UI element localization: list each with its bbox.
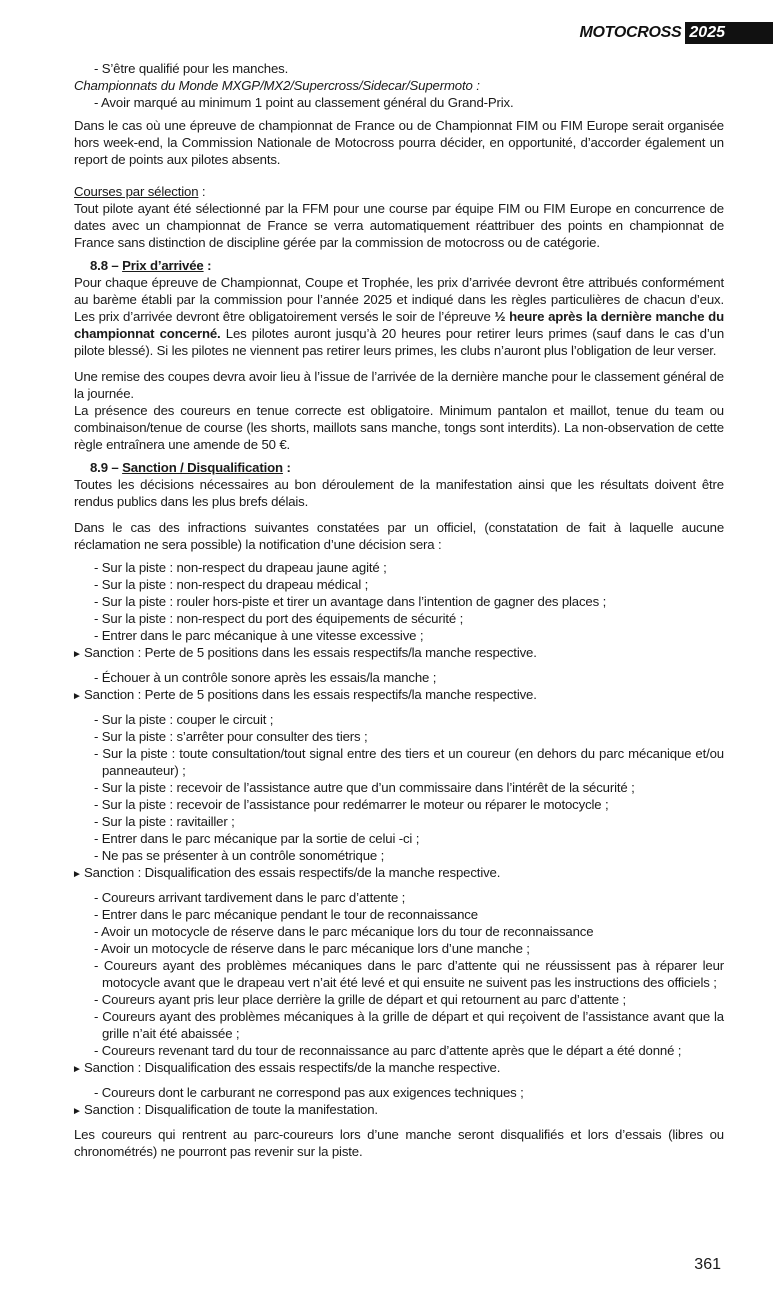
infraction-item: - Échouer à un contrôle sonore après les essais/la manche ; <box>94 670 437 685</box>
sanction-2: ► Sanction : Perte de 5 positions dans les essais respectifs/la manche respective. <box>72 686 724 705</box>
infraction-item: - Sur la piste : ravitailler ; <box>94 814 235 829</box>
header-year-badge: 2025 <box>685 22 773 44</box>
section-8-8-paragraph-3: La présence des coureurs en tenue correcte est obligatoire. Minimum pantalon et maillot, tenue du team ou combinaison/tenue de course (les shorts, maillots sans manche, tongs sont interdits). La non-observation de cette règle entraînera une amende de 50 €. <box>74 403 724 452</box>
infraction-group-1 <box>74 559 724 644</box>
infraction-item: - Sur la piste : non-respect du drapeau médical ; <box>94 577 369 592</box>
infraction-group-4 <box>74 889 724 1059</box>
arrow-icon: ► <box>72 649 82 660</box>
infraction-item: - Sur la piste : non-respect du drapeau jaune agité ; <box>94 560 387 575</box>
selection-heading: Courses par sélection : <box>74 184 206 199</box>
section-8-9-title: 8.9 – Sanction / Disqualification : <box>90 460 291 475</box>
infraction-item: - Sur la piste : rouler hors-piste et tirer un avantage dans l’intention de gagner des places ; <box>94 594 607 609</box>
infraction-item: - Avoir un motocycle de réserve dans le parc mécanique lors du tour de reconnaissance <box>94 924 594 939</box>
document-body <box>74 60 724 1160</box>
infraction-item: - Coureurs arrivant tardivement dans le parc d’attente ; <box>94 890 406 905</box>
arrow-icon: ► <box>72 1106 82 1117</box>
infraction-item: - Coureurs ayant pris leur place derrière la grille de départ et qui retournent au parc d’attente ; <box>94 992 627 1007</box>
closing-paragraph: Les coureurs qui rentrent au parc-coureurs lors d’une manche seront disqualifiés et lors d’essais (libres ou chronométrés) ne pourront pas revenir sur la piste. <box>74 1127 724 1159</box>
infraction-item: - Sur la piste : recevoir de l’assistance pour redémarrer le moteur ou réparer le motocycle ; <box>94 797 609 812</box>
section-8-8-title: 8.8 – Prix d’arrivée : <box>90 258 212 273</box>
infraction-item: - Entrer dans le parc mécanique à une vitesse excessive ; <box>94 628 424 643</box>
arrow-icon: ► <box>72 869 82 880</box>
infraction-item: - Coureurs revenant tard du tour de reconnaissance au parc d’attente après que le départ a été donné ; <box>94 1043 682 1058</box>
page-number: 361 <box>694 1256 721 1273</box>
section-8-8-paragraph-1: Pour chaque épreuve de Championnat, Coupe et Trophée, les prix d’arrivée devront être attribués conformément au barème établi par la commission pour l’année 2025 et indiqué dans les règles particulières de chacun d’eux. Les prix d’arrivée devront être obligatoirement versés le soir de l’épreuve ½ heure après la dernière manche du championnat concerné. Les pilotes auront jusqu’à 20 heures pour retirer leurs primes (sauf dans le cas d’un pilote blessé). Si les pilotes ne viennent pas retirer leurs primes, les clubs n’auront plus l’obligation de leur verser. <box>74 275 725 358</box>
infraction-item: - Coureurs ayant des problèmes mécaniques dans le parc d’attente qui ne réussissent pas à réparer leur motocycle avant que le drapeau vert n’ait été levé et qui ensuite ne suivent pas les instructions des officiels ; <box>94 958 724 990</box>
infraction-group-3 <box>74 711 724 864</box>
infraction-item: - Coureurs ayant des problèmes mécaniques à la grille de départ et qui reçoivent de l’assistance avant que la grille n’ait été abaissée ; <box>94 1009 724 1041</box>
intro-paragraph: Dans le cas où une épreuve de championnat de France ou de Championnat FIM ou FIM Europe serait organisée hors week-end, la Commission Nationale de Motocross pourra décider, en opportunité, d’accorder également un report de points aux pilotes absents. <box>74 118 724 167</box>
section-8-9-paragraph-1: Toutes les décisions nécessaires au bon déroulement de la manifestation ainsi que les résultats doivent être rendus publics dans les plus brefs délais. <box>74 477 724 509</box>
infraction-item: - Sur la piste : couper le circuit ; <box>94 712 274 727</box>
intro-line-2: Championnats du Monde MXGP/MX2/Supercross/Sidecar/Supermoto : <box>74 78 480 93</box>
emphasis-deadline: ½ heure après la dernière manche du championnat concerné. <box>74 309 724 341</box>
infraction-item: - Entrer dans le parc mécanique par la sortie de celui -ci ; <box>94 831 420 846</box>
sanction-3: ► Sanction : Disqualification des essais respectifs/de la manche respective. <box>72 864 724 883</box>
infraction-item: - Sur la piste : recevoir de l’assistance autre que d’un commissaire dans l’intérêt de la sécurité ; <box>94 780 635 795</box>
selection-heading-text: Courses par sélection <box>74 184 199 199</box>
infraction-item: - Entrer dans le parc mécanique pendant le tour de reconnaissance <box>94 907 478 922</box>
intro-line-1: - S’être qualifié pour les manches. <box>94 61 289 76</box>
infraction-item: - Sur la piste : toute consultation/tout signal entre des tiers et un coureur (en dehors du parc mécanique et/ou panneauteur) ; <box>94 746 724 778</box>
header-brand: MOTOCROSS <box>579 24 682 41</box>
sanction-5: ► Sanction : Disqualification de toute la manifestation. <box>72 1101 724 1120</box>
sanction-1: ► Sanction : Perte de 5 positions dans les essais respectifs/la manche respective. <box>72 644 724 663</box>
sanction-4: ► Sanction : Disqualification des essais respectifs/de la manche respective. <box>72 1059 724 1078</box>
arrow-icon: ► <box>72 691 82 702</box>
selection-paragraph: Tout pilote ayant été sélectionné par la FFM pour une course par équipe FIM ou FIM Europe en concurrence de dates avec un championnat de France se verra automatiquement réattribuer des points en championnat de France sans distinction de discipline gérée par la commission de motocross ou de catégorie. <box>74 201 724 250</box>
infraction-item: - Sur la piste : non-respect du port des équipements de sécurité ; <box>94 611 464 626</box>
infraction-item: - Avoir un motocycle de réserve dans le parc mécanique lors d’une manche ; <box>94 941 530 956</box>
infraction-item: - Coureurs dont le carburant ne correspond pas aux exigences techniques ; <box>94 1085 524 1100</box>
infraction-group-2 <box>74 669 724 686</box>
running-header <box>580 22 773 44</box>
infraction-item: - Sur la piste : s’arrêter pour consulter des tiers ; <box>94 729 368 744</box>
infraction-group-5 <box>74 1084 724 1101</box>
intro-line-3: - Avoir marqué au minimum 1 point au classement général du Grand-Prix. <box>94 95 514 110</box>
section-8-8-paragraph-2: Une remise des coupes devra avoir lieu à l’issue de l’arrivée de la dernière manche pour le classement général de la journée. <box>74 369 724 401</box>
arrow-icon: ► <box>72 1064 82 1075</box>
section-8-9-paragraph-2: Dans le cas des infractions suivantes constatées par un officiel, (constatation de fait à laquelle aucune réclamation ne sera possible) la notification d’une décision sera : <box>74 520 724 552</box>
infraction-item: - Ne pas se présenter à un contrôle sonométrique ; <box>94 848 385 863</box>
